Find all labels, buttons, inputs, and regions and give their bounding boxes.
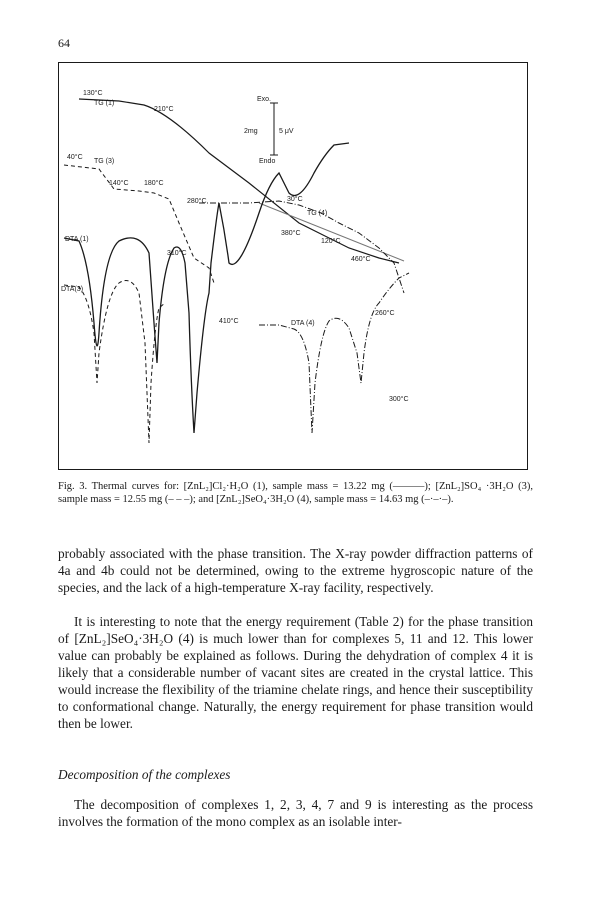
label-280: 280°C [187,198,207,205]
label-exo: Exo. [257,96,272,103]
label-dta1: DTA (1) [65,236,89,243]
label-tg1: TG (1) [94,100,115,107]
label-endo: Endo [259,158,276,165]
paragraph-1: probably associated with the phase transition. The X-ray powder diffraction patterns of 4a and 4b could not be determined, owing to the extreme hygroscopic nature of the species, and the lack of a high-temperature X-ray facility, respectively. [58,546,533,595]
dta3-curve [64,281,165,443]
label-380: 380°C [281,230,301,237]
page-number: 64 [58,36,70,50]
paragraph-3: The decomposition of complexes 1, 2, 3, 4, 7 and 9 is interesting as the process involves the formation of the mono complex as an isolable inter- [58,797,533,829]
label-scale-uv: 5 μV [279,128,294,135]
dta4-curve [259,273,409,433]
label-30: 30°C [287,196,303,203]
label-140: 140°C [109,180,129,187]
section-heading: Decomposition of the complexes [58,767,231,782]
label-300: 300°C [389,396,409,403]
label-460: 460°C [351,256,371,263]
tg4-curve [199,201,404,293]
label-40: 40°C [67,154,83,161]
thermal-curves-figure [58,62,528,470]
figure-caption: Fig. 3. Thermal curves for: [ZnL₂]Cl₂·H₂O (1), sample mass = 13.22 mg (———); [ZnL₂]SO₄ ·3H₂O (3), sample mass = 12.55 mg (– – –); and [ZnL₂]SeO₄·3H₂O (4), sample mass = 14.63 mg (–·–·–). [58,481,533,505]
label-dta4: DTA (4) [291,320,315,327]
label-180: 180°C [144,180,164,187]
dta1-curve [64,143,349,433]
thermal-curves-plot [59,63,529,471]
paragraph-2: It is interesting to note that the energy requirement (Table 2) for the phase transition of [ZnL₂]SeO₄·3H₂O (4) is much lower than for complexes 5, 11 and 12. This lower value can probably be explained as follows. During the dehydration of complex 4 it is likely that a considerable number of vacant sites are created in the crystal lattice. This would increase the flexibility of the triamine chelate rings, and hence their susceptibility to conformational change. Naturally, the energy requirement for phase transition would then be lower. [58,614,533,731]
label-310: 310°C [167,250,187,257]
label-260: 260°C [375,310,395,317]
label-dta3: DTA(3) [61,286,84,293]
label-410: 410°C [219,318,239,325]
label-130: 130°C [83,90,103,97]
label-tg3: TG (3) [94,158,115,165]
label-tg4: TG (4) [307,210,328,217]
label-210: 210°C [154,106,174,113]
label-scale-mg: 2mg [244,128,258,135]
label-120: 120°C [321,238,341,245]
